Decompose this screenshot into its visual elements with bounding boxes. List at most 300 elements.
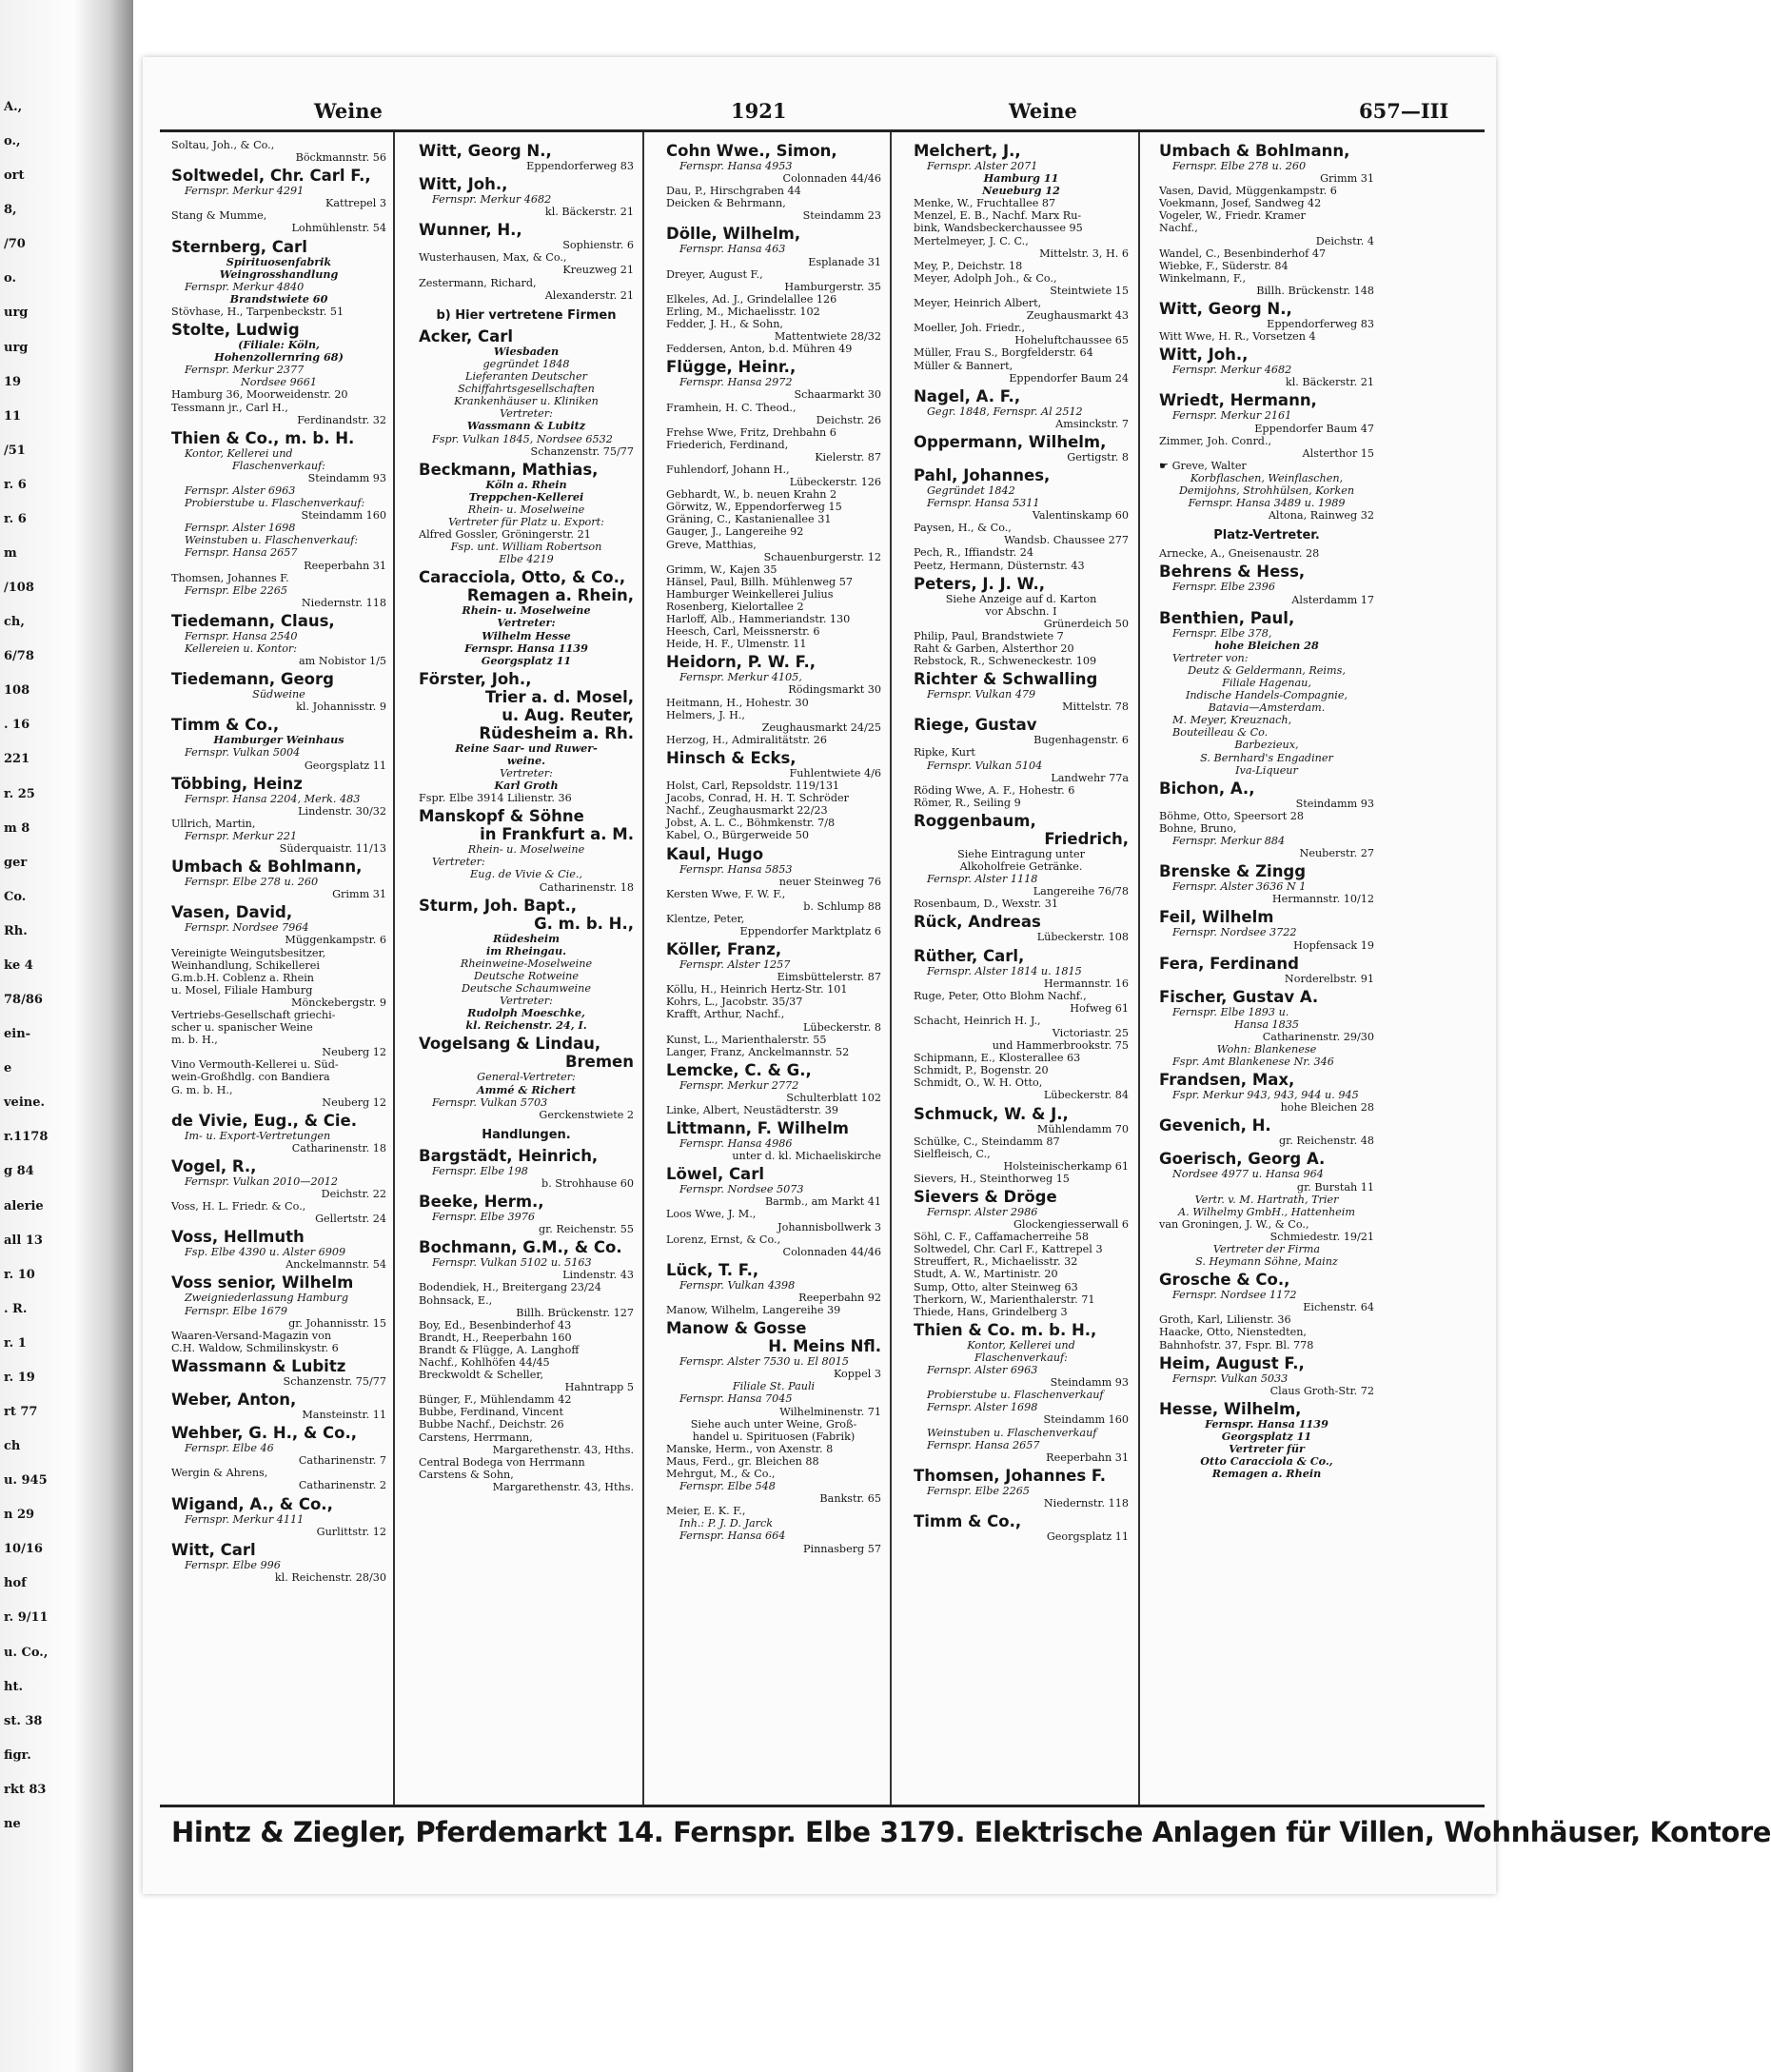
entry-line: Catharinenstr. 29/30 [1262, 1030, 1374, 1043]
entry-line: Niedernstr. 118 [1043, 1496, 1129, 1510]
entry-name: G. m. b. H., [534, 914, 634, 933]
entry-line: Winkelmann, F., [1159, 271, 1246, 285]
entry-line: Ripke, Kurt [914, 746, 975, 760]
entry-line: unter d. kl. Michaeliskirche [732, 1150, 881, 1163]
entry-line: Boy, Ed., Besenbinderhof 43 [419, 1318, 572, 1332]
entry-line: Fernspr. Vulkan 479 [927, 688, 1036, 701]
entry-line: Grimm 31 [332, 888, 386, 901]
entry-line: Korbflaschen, Weinflaschen, [1190, 471, 1344, 484]
entry-name: Rüdesheim a. Rh. [479, 723, 634, 742]
entry-line: Grimm 31 [1320, 172, 1374, 186]
entry-line: Weinhandlung, Schikellerei [171, 958, 320, 972]
entry-name: Wunner, H., [419, 221, 522, 240]
entry-line: Meyer, Adolph Joh., & Co., [914, 271, 1057, 285]
entry-line: Neuberg 12 [322, 1046, 386, 1059]
entry-line: Nordsee 4977 u. Hansa 964 [1172, 1168, 1324, 1181]
entry-line: Fernspr. Hansa 463 [679, 243, 786, 256]
section-heading: Platz-Vertreter. [1213, 528, 1320, 543]
entry-line: Batavia—Amsterdam. [1208, 701, 1326, 715]
entry-line: Manske, Herm., von Axenstr. 8 [666, 1442, 834, 1455]
entry-line: Colonnaden 44/46 [782, 172, 881, 186]
entry-line: Fernspr. Vulkan 2010—2012 [185, 1174, 338, 1188]
entry-name: Vogelsang & Lindau, [419, 1035, 601, 1054]
entry-line: Carstens, Herrmann, [419, 1431, 533, 1444]
entry-line: Stövhase, H., Tarpenbeckstr. 51 [171, 305, 344, 318]
margin-fragment: 19 [4, 374, 22, 389]
entry-line: G. m. b. H., [171, 1083, 233, 1096]
entry-line: Fernspr. Merkur 4111 [185, 1512, 305, 1526]
margin-fragment: o., [4, 134, 21, 149]
margin-fragment: e [4, 1061, 12, 1076]
entry-line: Voekmann, Josef, Sandweg 42 [1159, 197, 1322, 210]
entry-line: Esplanade 31 [808, 255, 881, 268]
entry-line: gr. Burstah 11 [1296, 1180, 1374, 1194]
entry-line: Barbezieux, [1234, 739, 1299, 752]
margin-fragment: alerie [4, 1198, 44, 1214]
entry-line: Mattentwiete 28/32 [774, 330, 881, 344]
entry-line: Fernspr. Nordsee 5073 [679, 1183, 804, 1196]
entry-line: Reeperbahn 92 [798, 1291, 881, 1304]
entry-line: Fernspr. Elbe 278 u. 260 [1172, 160, 1307, 172]
entry-name: Soltwedel, Chr. Carl F., [171, 167, 371, 186]
entry-line: Eppendorfer Baum 47 [1254, 422, 1374, 435]
entry-line: Wusterhausen, Max, & Co., [419, 251, 567, 265]
entry-line: Söhl, C. F., Caffamacherreihe 58 [914, 1231, 1089, 1244]
entry-line: Heesch, Carl, Meissnerstr. 6 [666, 625, 820, 639]
entry-name: Fera, Ferdinand [1159, 954, 1299, 973]
entry-line: kl. Reichenstr. 24, I. [465, 1018, 587, 1033]
entry-line: Fernspr. Vulkan 5033 [1172, 1371, 1289, 1385]
entry-line: Süderquaistr. 11/13 [279, 842, 386, 856]
footer-advertisement: Hintz & Ziegler, Pferdemarkt 14. Fernspr. Elbe 3179. Elektrische Anlagen für Villen, Wohnhäuser, Kontore [171, 1816, 1771, 1848]
entry-line: Fernspr. Alster 1814 u. 1815 [927, 964, 1082, 977]
entry-line: Fernspr. Nordsee 1172 [1172, 1289, 1297, 1302]
entry-name: Frandsen, Max, [1159, 1071, 1295, 1090]
entry-line: Kreuzweg 21 [562, 264, 634, 277]
entry-name: Bichon, A., [1159, 779, 1255, 798]
entry-line: Spirituosenfabrik [226, 254, 332, 268]
entry-line: Bohnsack, E., [419, 1293, 493, 1307]
entry-name: Bargstädt, Heinrich, [419, 1146, 599, 1165]
entry-line: Vertr. v. M. Hartrath, Trier [1194, 1193, 1339, 1206]
entry-line: Streuffert, R., Michaelisstr. 32 [914, 1255, 1078, 1269]
entry-line: Eppendorfer Baum 24 [1009, 371, 1129, 385]
entry-name: Sturm, Joh. Bapt., [419, 896, 578, 915]
entry-line: Catharinenstr. 2 [298, 1479, 386, 1492]
entry-line: Fernspr. Hansa 2204, Merk. 483 [185, 792, 361, 805]
margin-fragment: urg [4, 340, 29, 355]
entry-name: Flügge, Heinr., [666, 358, 797, 377]
entry-line: M. Meyer, Kreuznach, [1172, 714, 1292, 727]
entry-name: Heim, August F., [1159, 1353, 1305, 1372]
entry-line: Gellertstr. 24 [315, 1213, 386, 1226]
entry-line: Zimmer, Joh. Conrd., [1159, 434, 1272, 447]
entry-line: Catharinenstr. 18 [539, 880, 634, 894]
entry-name: Umbach & Bohlmann, [1159, 142, 1350, 160]
entry-line: Landwehr 77a [1051, 771, 1129, 784]
margin-fragment: u. 945 [4, 1473, 48, 1489]
entry-line: Fernspr. Hansa 4986 [679, 1137, 793, 1151]
entry-line: Eichenstr. 64 [1303, 1301, 1374, 1314]
entry-name: Vogel, R., [171, 1156, 257, 1175]
entry-name: Weber, Anton, [171, 1391, 297, 1410]
entry-line: Holsteinischerkamp 61 [1003, 1159, 1129, 1173]
entry-line: Hopfensack 19 [1293, 938, 1374, 952]
entry-line: Sophienstr. 6 [562, 239, 634, 252]
entry-name: Witt, Joh., [1159, 345, 1249, 365]
entry-line: Wilhelm Hesse [482, 628, 571, 642]
entry-line: handel u. Spirituosen (Fabrik) [692, 1430, 856, 1443]
entry-name: Friedrich, [1044, 829, 1129, 848]
entry-line: Barmb., am Markt 41 [764, 1195, 881, 1209]
entry-line: Hermannstr. 10/12 [1271, 893, 1374, 906]
entry-line: Vertreter von: [1172, 651, 1249, 664]
header-rule [160, 129, 1485, 132]
entry-line: Schülke, C., Steindamm 87 [914, 1135, 1060, 1148]
entry-name: Roggenbaum, [914, 811, 1036, 830]
entry-line: Claus Groth-Str. 72 [1269, 1384, 1374, 1397]
entry-line: Remagen a. Rhein [1211, 1467, 1322, 1481]
entry-line: gegründet 1848 [482, 357, 570, 370]
entry-line: Dau, P., Hirschgraben 44 [666, 185, 801, 198]
entry-line: Vertreter: [497, 616, 556, 630]
entry-line: Fernspr. Merkur 4682 [1172, 364, 1292, 377]
entry-line: Brandstwiete 60 [229, 291, 328, 306]
entry-line: ☛ Greve, Walter [1159, 459, 1247, 472]
entry-line: Bubbe, Ferdinand, Vincent [419, 1406, 563, 1419]
entry-name: Wigand, A., & Co., [171, 1494, 333, 1513]
entry-line: Peetz, Hermann, Düsternstr. 43 [914, 559, 1085, 572]
entry-line: Fernspr. Hansa 2657 [185, 546, 298, 560]
entry-line: Rosenbaum, D., Wexstr. 31 [914, 898, 1058, 911]
entry-line: Meyer, Heinrich Albert, [914, 297, 1042, 310]
entry-line: Demijohns, Strohhülsen, Korken [1178, 483, 1355, 497]
entry-name: H. Meins Nfl. [768, 1337, 881, 1356]
entry-line: Flaschenverkauf: [232, 459, 325, 472]
entry-line: Mertelmeyer, J. C. C., [914, 234, 1029, 247]
entry-line: Gegr. 1848, Fernspr. Al 2512 [927, 405, 1083, 418]
entry-line: Voss, H. L. Friedr. & Co., [171, 1200, 306, 1214]
entry-name: Bochmann, G.M., & Co. [419, 1238, 622, 1257]
entry-line: Müller & Bannert, [914, 359, 1013, 372]
entry-line: Zestermann, Richard, [419, 276, 537, 289]
entry-line: Fernspr. Elbe 1893 u. [1172, 1005, 1289, 1018]
entry-name: Thien & Co. m. b. H., [914, 1320, 1097, 1339]
entry-line: im Rheingau. [485, 943, 566, 957]
footer-rule [160, 1805, 1485, 1807]
entry-line: gr. Reichenstr. 48 [1278, 1135, 1374, 1148]
entry-line: Fernspr. Vulkan 5004 [185, 746, 301, 760]
entry-line: Koppel 3 [834, 1368, 881, 1381]
entry-line: Reine Saar- und Ruwer- [455, 740, 598, 755]
entry-line: Erling, M., Michaelisstr. 102 [666, 305, 820, 318]
entry-name: Pahl, Johannes, [914, 465, 1051, 484]
entry-line: Schulterblatt 102 [786, 1091, 881, 1104]
entry-name: Fischer, Gustav A. [1159, 987, 1319, 1006]
entry-line: Sievers, H., Steinthorweg 15 [914, 1172, 1070, 1185]
entry-line: Lübeckerstr. 8 [802, 1020, 881, 1034]
entry-line: (Filiale: Köln, [238, 338, 320, 352]
entry-line: Fuhlentwiete 4/6 [789, 766, 881, 779]
entry-line: Steindamm 160 [1043, 1413, 1129, 1427]
margin-fragment: . 16 [4, 718, 30, 733]
column-divider [393, 132, 395, 1805]
entry-name: Caracciola, Otto, & Co., [419, 568, 626, 587]
entry-line: Rhein- u. Moselweine [467, 503, 585, 516]
entry-line: Georgsplatz 11 [304, 759, 386, 772]
entry-line: Im- u. Export-Vertretungen [185, 1129, 331, 1142]
entry-line: A. Wilhelmy GmbH., Hattenheim [1178, 1205, 1355, 1218]
entry-line: Breckwoldt & Scheller, [419, 1369, 544, 1382]
margin-fragment: m 8 [4, 820, 30, 836]
entry-line: Maus, Ferd., gr. Bleichen 88 [666, 1454, 819, 1468]
entry-line: Fernspr. Alster 1257 [679, 958, 791, 972]
entry-line: Central Bodega von Herrmann [419, 1455, 585, 1469]
entry-name: Förster, Joh., [419, 669, 532, 688]
entry-name: Rüther, Carl, [914, 946, 1025, 965]
entry-line: Fernspr. Alster 7530 u. El 8015 [679, 1355, 849, 1369]
entry-line: Mühlendamm 70 [1036, 1122, 1129, 1135]
entry-name: u. Aug. Reuter, [502, 705, 634, 724]
entry-line: Lohmühlenstr. 54 [291, 222, 386, 235]
entry-line: Weinstuben u. Flaschenverkauf [927, 1426, 1097, 1439]
entry-line: Deutsche Schaumweine [462, 982, 591, 996]
entry-line: Billh. Brückenstr. 148 [1256, 284, 1374, 297]
entry-line: Elkeles, Ad. J., Grindelallee 126 [666, 292, 837, 306]
entry-name: Vasen, David, [171, 903, 293, 922]
margin-fragment: ht. [4, 1679, 23, 1694]
entry-line: Friederich, Ferdinand, [666, 438, 789, 451]
entry-line: Ullrich, Martin, [171, 817, 256, 830]
entry-line: Holst, Carl, Repsoldstr. 119/131 [666, 779, 840, 793]
entry-line: Fspr. Elbe 3914 Lilienstr. 36 [419, 792, 572, 805]
entry-line: Kabel, O., Bürgerweide 50 [666, 829, 809, 842]
entry-name: Timm & Co., [914, 1511, 1022, 1530]
entry-line: Kellereien u. Kontor: [185, 642, 298, 655]
entry-line: Mey, P., Deichstr. 18 [914, 259, 1023, 272]
entry-name: Witt, Carl [171, 1540, 256, 1559]
entry-line: Niedernstr. 118 [301, 596, 386, 609]
entry-line: Dreyer, August F., [666, 267, 763, 281]
entry-line: Groth, Karl, Lilienstr. 36 [1159, 1313, 1291, 1327]
entry-line: Ferdinandstr. 32 [297, 413, 386, 426]
entry-line: Reeperbahn 31 [1046, 1450, 1129, 1464]
column-divider [1138, 132, 1140, 1805]
entry-line: Böckmannstr. 56 [295, 151, 386, 165]
entry-line: Steindamm 160 [301, 509, 386, 523]
entry-line: Hansa 1835 [1233, 1017, 1300, 1031]
entry-line: Fernspr. Vulkan 5102 u. 5163 [432, 1256, 592, 1270]
margin-fragment: r. 6 [4, 477, 27, 492]
entry-line: Vereinigte Weingutsbesitzer, [171, 946, 326, 959]
entry-line: Fernspr. Hansa 3489 u. 1989 [1188, 497, 1346, 510]
entry-name: Többing, Heinz [171, 774, 303, 793]
entry-line: Fernspr. Hansa 1139 [1205, 1416, 1328, 1431]
entry-line: m. b. H., [171, 1034, 218, 1047]
entry-line: Nachf., Kohlhöfen 44/45 [419, 1356, 550, 1369]
entry-name: in Frankfurt a. M. [480, 825, 634, 844]
entry-line: Deutsche Rotweine [474, 969, 579, 982]
margin-fragment: o. [4, 271, 16, 286]
entry-line: Haacke, Otto, Nienstedten, [1159, 1326, 1307, 1339]
entry-line: Nachf., Zeughausmarkt 22/23 [666, 804, 828, 818]
entry-name: Heidorn, P. W. F., [666, 653, 817, 672]
entry-line: Zweigniederlassung Hamburg [185, 1292, 349, 1305]
entry-line: Filiale Hagenau, [1222, 677, 1311, 689]
entry-line: Witt Wwe, H. R., Vorsetzen 4 [1159, 330, 1316, 344]
entry-line: Gegründet 1842 [927, 483, 1015, 497]
entry-name: Umbach & Bohlmann, [171, 858, 363, 877]
entry-line: Lindenstr. 43 [562, 1269, 634, 1282]
entry-line: Südweine [252, 688, 305, 701]
entry-name: Manskopf & Söhne [419, 807, 584, 826]
entry-line: Fernspr. Alster 1698 [185, 522, 296, 535]
entry-line: Fernspr. Merkur 2772 [679, 1078, 799, 1092]
entry-line: Fernspr. Alster 6963 [185, 483, 296, 497]
entry-line: Rhein- u. Moselweine [467, 843, 585, 857]
entry-line: Gerckenstwiete 2 [539, 1108, 634, 1121]
entry-line: Carstens & Sohn, [419, 1468, 514, 1481]
column-3 [666, 139, 881, 1555]
entry-line: Fernspr. Merkur 4840 [185, 280, 305, 293]
entry-name: Brenske & Zingg [1159, 862, 1307, 881]
entry-name: Grosche & Co., [1159, 1271, 1290, 1290]
entry-line: Wilhelminenstr. 71 [779, 1405, 881, 1418]
margin-fragment: ke 4 [4, 957, 33, 973]
margin-fragment: st. 38 [4, 1713, 43, 1728]
entry-line: Victoriastr. 25 [1052, 1026, 1129, 1039]
entry-line: S. Bernhard's Engadiner [1200, 751, 1333, 764]
margin-fragment: n 29 [4, 1508, 35, 1523]
entry-line: Sump, Otto, alter Steinweg 63 [914, 1280, 1078, 1293]
entry-line: Harloff, Alb., Hammeriandstr. 130 [666, 613, 851, 626]
entry-line: Krafft, Arthur, Nachf., [666, 1008, 785, 1021]
entry-line: Soltwedel, Chr. Carl F., Kattrepel 3 [914, 1243, 1103, 1256]
entry-line: Kielerstr. 87 [815, 450, 881, 464]
entry-line: Langereihe 76/78 [1033, 885, 1129, 898]
entry-line: Zeughausmarkt 43 [1026, 309, 1129, 323]
entry-line: Fernspr. Elbe 996 [185, 1558, 281, 1571]
entry-line: General-Vertreter: [477, 1071, 576, 1084]
entry-line: am Nobistor 1/5 [299, 655, 386, 668]
entry-line: Jacobs, Conrad, H. H. T. Schröder [666, 792, 849, 805]
margin-fragment: 8, [4, 203, 17, 218]
margin-fragment: 11 [4, 408, 22, 424]
entry-line: Probierstube u. Flaschenverkauf: [185, 497, 365, 510]
entry-name: Stolte, Ludwig [171, 321, 300, 340]
entry-name: Thien & Co., m. b. H. [171, 428, 355, 447]
entry-line: Georgsplatz 11 [1221, 1429, 1312, 1443]
column-1 [171, 139, 386, 1584]
entry-line: Ruge, Peter, Otto Blohm Nachf., [914, 989, 1087, 1002]
entry-line: Hänsel, Paul, Billh. Mühlenweg 57 [666, 575, 853, 588]
entry-line: Steindamm 93 [307, 471, 386, 484]
entry-line: bink, Wandsbeckerchaussee 95 [914, 222, 1083, 235]
entry-line: Klentze, Peter, [666, 912, 745, 925]
entry-line: Fernspr. Hansa 5311 [927, 497, 1040, 510]
entry-line: Hamburg 11 [983, 171, 1059, 186]
margin-fragment: ort [4, 168, 25, 184]
entry-line: weine. [506, 753, 546, 767]
entry-line: Fernspr. Elbe 3976 [432, 1211, 536, 1224]
entry-line: Vertriebs-Gesellschaft griechi- [171, 1008, 336, 1021]
entry-line: Hamburg 36, Moorweidenstr. 20 [171, 388, 348, 402]
entry-line: Margarethenstr. 43, Hths. [492, 1443, 634, 1456]
entry-line: Gräning, C., Kastanienallee 31 [666, 513, 832, 526]
margin-fragment: g 84 [4, 1164, 34, 1179]
entry-line: Hamburger Weinkellerei Julius [666, 587, 834, 601]
entry-line: Bohne, Bruno, [1159, 821, 1237, 835]
margin-fragment: ne [4, 1816, 21, 1831]
entry-line: Kattrepel 3 [325, 197, 386, 210]
entry-line: Kontor, Kellerei und [967, 1338, 1075, 1352]
entry-line: Stang & Mumme, [171, 209, 267, 223]
entry-line: Fernspr. Elbe 2265 [185, 583, 288, 597]
entry-line: Neuberg 12 [322, 1095, 386, 1109]
entry-line: Fernspr. Merkur 884 [1172, 835, 1286, 848]
entry-name: Schmuck, W. & J., [914, 1104, 1069, 1123]
margin-fragment: /51 [4, 443, 26, 458]
entry-line: Rheinweine-Moselweine [460, 957, 593, 970]
margin-fragment: 221 [4, 752, 30, 767]
entry-line: Framhein, H. C. Theod., [666, 401, 797, 414]
entry-line: Gurlittstr. 12 [316, 1525, 386, 1538]
entry-line: Hoheluftchaussee 65 [1014, 334, 1129, 347]
entry-line: Hamburger Weinhaus [213, 733, 344, 747]
entry-name: Manow & Gosse [666, 1319, 807, 1338]
entry-line: Fsp. unt. William Robertson [450, 541, 602, 554]
entry-line: Vertreter: [500, 995, 553, 1008]
entry-line: Fernspr. Hansa 2972 [679, 376, 793, 389]
entry-line: Johannisbollwerk 3 [777, 1220, 881, 1233]
entry-line: Schiffahrtsgesellschaften [458, 383, 595, 396]
entry-line: Eppendorferweg 83 [1267, 318, 1374, 331]
margin-fragment: r. 1 [4, 1335, 27, 1351]
entry-line: Fernspr. Nordsee 7964 [185, 921, 309, 935]
entry-name: Voss senior, Wilhelm [171, 1273, 354, 1293]
entry-line: Vertreter für [1229, 1442, 1305, 1456]
entry-line: Fernspr. Merkur 4291 [185, 185, 305, 198]
margin-fragment: veine. [4, 1095, 46, 1111]
entry-line: Philip, Paul, Brandstwiete 7 [914, 629, 1064, 642]
entry-line: Altona, Rainweg 32 [1268, 509, 1374, 523]
entry-line: Deichstr. 4 [1315, 234, 1374, 247]
entry-line: Hamburgerstr. 35 [784, 280, 881, 293]
entry-name: Oppermann, Wilhelm, [914, 432, 1107, 451]
margin-fragment: r.1178 [4, 1130, 49, 1145]
entry-line: Flaschenverkauf: [974, 1351, 1068, 1364]
entry-line: Studt, A. W., Martinistr. 20 [914, 1268, 1058, 1281]
entry-line: Georgsplatz 11 [481, 653, 572, 667]
entry-line: Vertreter: [500, 767, 553, 779]
entry-name: Remagen a. Rhein, [466, 586, 634, 605]
entry-name: Sievers & Dröge [914, 1188, 1057, 1206]
entry-line: Gauger, J., Langereihe 92 [666, 525, 804, 539]
entry-line: Steindamm 93 [1295, 797, 1374, 810]
entry-line: Gebhardt, W., b. neuen Krahn 2 [666, 488, 837, 502]
margin-fragment: ch, [4, 615, 25, 630]
entry-line: Deicken & Behrmann, [666, 197, 786, 210]
entry-line: Deichstr. 22 [321, 1188, 386, 1200]
entry-name: Timm & Co., [171, 716, 280, 735]
entry-line: Mansteinstr. 11 [302, 1409, 386, 1422]
entry-line: van Groningen, J. W., & Co., [1159, 1217, 1309, 1231]
entry-line: Valentinskamp 60 [1032, 509, 1129, 523]
entry-line: Vasen, David, Müggenkampstr. 6 [1159, 185, 1337, 198]
entry-name: Rück, Andreas [914, 913, 1041, 932]
entry-line: Nordsee 9661 [240, 376, 318, 389]
entry-line: Menke, W., Fruchtallee 87 [914, 197, 1056, 210]
